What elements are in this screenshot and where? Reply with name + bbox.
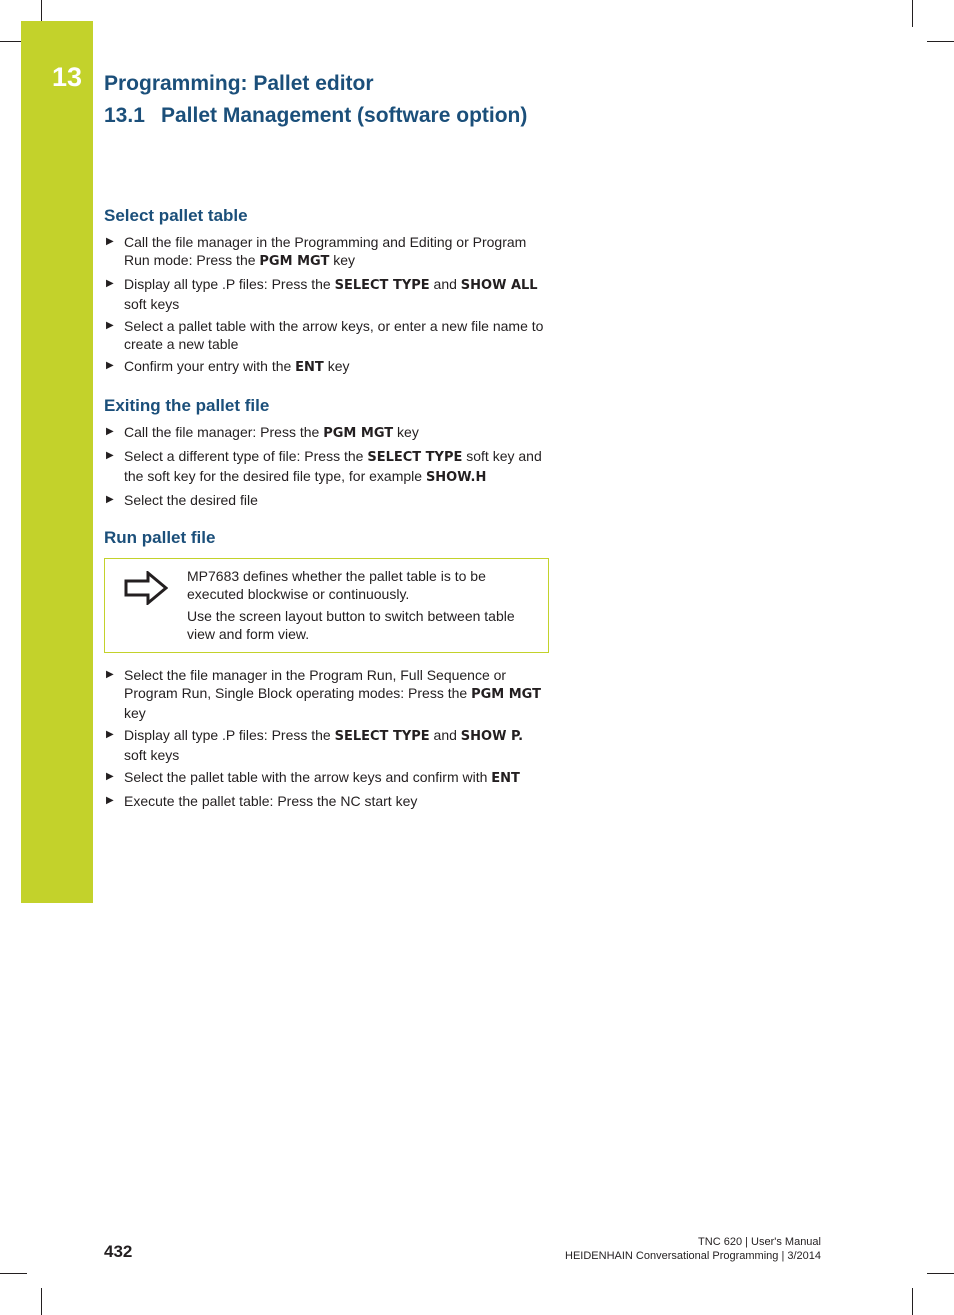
triangle-right-icon: ▶ (106, 278, 114, 289)
chapter-number: 13 (52, 62, 83, 92)
key-name: SELECT TYPE (334, 729, 430, 744)
note-text: Use the screen layout button to switch between table view and form view. (187, 608, 515, 642)
page-number: 432 (104, 1242, 133, 1261)
list-item: ▶ Call the file manager in the Programming and Editing or Program Run mode: Press the PGM MGT key (106, 234, 527, 269)
arrow-right-icon (105, 567, 187, 643)
crop-mark (927, 41, 954, 42)
section-title-text: Pallet Management (software option) (161, 104, 528, 127)
triangle-right-icon: ▶ (106, 669, 114, 680)
step-list (104, 233, 549, 377)
main-content (104, 205, 549, 814)
triangle-right-icon: ▶ (106, 729, 114, 740)
key-name: SELECT TYPE (367, 450, 463, 465)
key-name: SHOW.H (425, 470, 487, 485)
crop-mark (912, 0, 913, 27)
key-name: ENT (295, 360, 324, 375)
subsection-heading: Exiting the pallet file (104, 396, 270, 415)
section-title (104, 104, 527, 128)
step-list (104, 666, 549, 810)
list-item: ▶ Select the desired file (106, 492, 258, 508)
key-name: PGM MGT (323, 426, 394, 441)
note-text: MP7683 defines whether the pallet table is to be executed blockwise or continuously. (187, 568, 486, 602)
crop-mark (927, 1273, 954, 1274)
note-box (104, 558, 549, 653)
list-item: ▶ Select the file manager in the Program Run, Full Sequence or Program Run, Single Block operating modes: Press the PGM MGT key (106, 667, 541, 721)
chapter-title: Programming: Pallet editor (104, 72, 374, 95)
crop-mark (0, 1273, 27, 1274)
key-name: ENT (491, 771, 520, 786)
step-list (104, 423, 549, 509)
triangle-right-icon: ▶ (106, 771, 114, 782)
list-item: ▶ Select the pallet table with the arrow keys and confirm with ENT (106, 769, 520, 786)
key-name: PGM MGT (259, 254, 330, 269)
crop-mark (41, 1288, 42, 1315)
chapter-sidebar (21, 21, 93, 903)
footer-line: TNC 620 | User's Manual (698, 1236, 821, 1248)
triangle-right-icon: ▶ (106, 426, 114, 437)
triangle-right-icon: ▶ (106, 236, 114, 247)
subsection-heading: Select pallet table (104, 206, 248, 225)
triangle-right-icon: ▶ (106, 360, 114, 371)
footer-line: HEIDENHAIN Conversational Programming | 3/2014 (565, 1250, 821, 1262)
subsection-heading: Run pallet file (104, 528, 216, 547)
list-item: ▶ Confirm your entry with the ENT key (106, 358, 350, 375)
key-name: SELECT TYPE (334, 278, 430, 293)
list-item: ▶ Select a different type of file: Press the SELECT TYPE soft key and the soft key for the desired file type, for example SHOW.H (106, 448, 542, 485)
key-name: PGM MGT (471, 687, 541, 702)
crop-mark (912, 1288, 913, 1315)
section-number: 13.1 (104, 104, 145, 127)
triangle-right-icon: ▶ (106, 320, 114, 331)
list-item: ▶ Display all type .P files: Press the SELECT TYPE and SHOW P. soft keys (106, 727, 524, 763)
footer-info (565, 1235, 821, 1263)
triangle-right-icon: ▶ (106, 450, 114, 461)
triangle-right-icon: ▶ (106, 494, 114, 505)
triangle-right-icon: ▶ (106, 795, 114, 806)
key-name: SHOW P. (460, 729, 524, 744)
list-item: ▶ Call the file manager: Press the PGM MGT key (106, 424, 419, 441)
list-item: ▶ Display all type .P files: Press the SELECT TYPE and SHOW ALL soft keys (106, 276, 538, 312)
list-item: ▶ Select a pallet table with the arrow keys, or enter a new file name to create a new table (106, 318, 544, 352)
key-name: SHOW ALL (460, 278, 538, 293)
list-item: ▶ Execute the pallet table: Press the NC start key (106, 793, 418, 809)
